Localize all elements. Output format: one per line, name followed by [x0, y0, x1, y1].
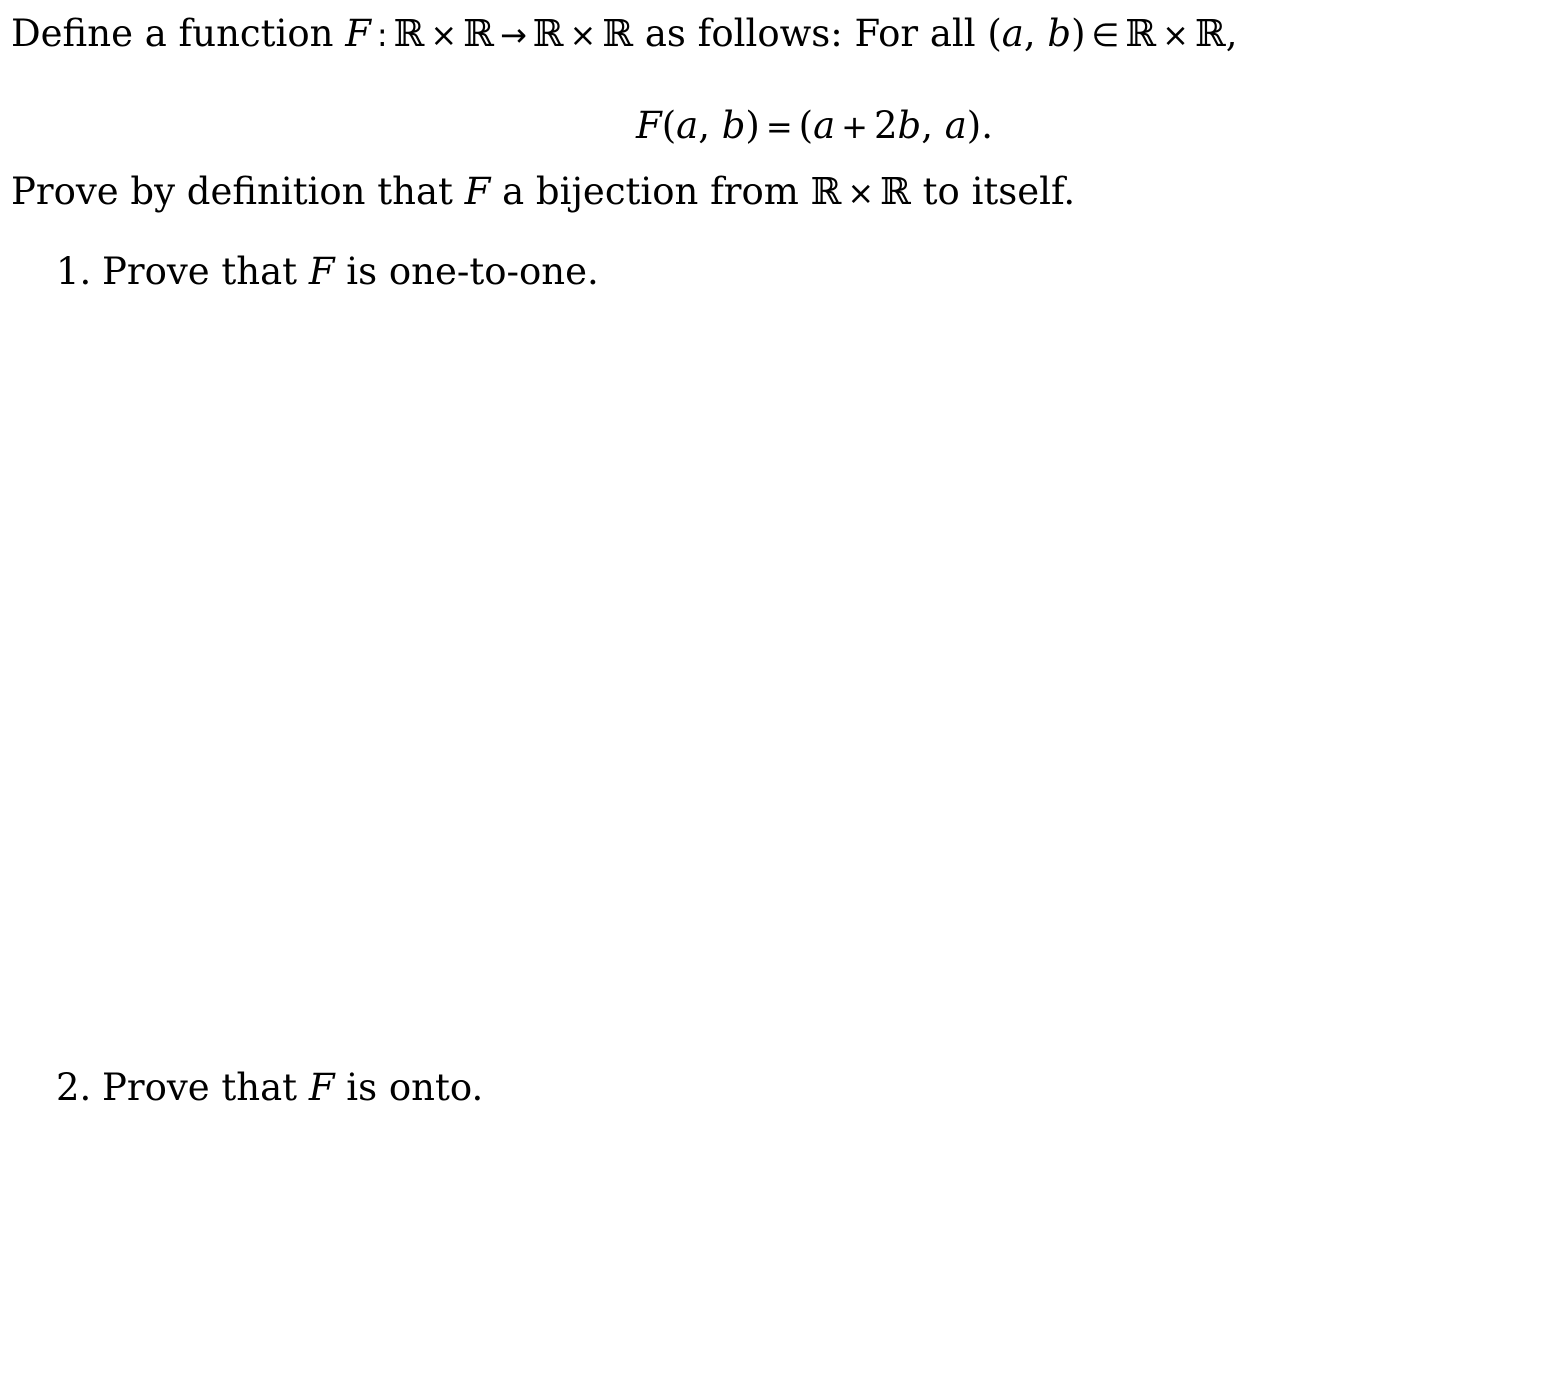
- arrow-icon: →: [499, 16, 527, 54]
- paren-open: (: [987, 12, 1002, 55]
- reals-symbol: ℝ: [810, 170, 842, 213]
- reals-symbol: ℝ: [532, 12, 564, 55]
- reals-symbol: ℝ: [1194, 12, 1226, 55]
- times-symbol: ×: [847, 174, 875, 212]
- times-symbol: ×: [569, 16, 597, 54]
- var-b: b: [1047, 12, 1072, 55]
- plus-symbol: +: [841, 108, 868, 146]
- item-text-2: is onto.: [334, 1066, 484, 1109]
- paren-open: (: [661, 104, 677, 147]
- function-symbol: F: [308, 250, 335, 293]
- function-symbol: F: [464, 170, 491, 213]
- times-symbol: ×: [1162, 16, 1189, 54]
- prompt-line: [11, 170, 1075, 215]
- reals-symbol: ℝ: [880, 170, 911, 213]
- reals-symbol: ℝ: [602, 12, 634, 55]
- var-b: b: [897, 104, 922, 147]
- intro-text-2: as follows: For all: [633, 12, 988, 55]
- period: .: [981, 104, 993, 147]
- var-a: a: [676, 104, 699, 147]
- answer-space: [56, 1116, 1506, 1366]
- paren-open: (: [798, 104, 814, 147]
- coefficient: 2: [873, 104, 898, 147]
- var-b: b: [721, 104, 746, 147]
- answer-space: [56, 300, 1506, 1050]
- prompt-text-2: a bijection from: [490, 170, 811, 213]
- item-number: 1.: [56, 250, 92, 293]
- intro-text-1: Define a function: [11, 12, 346, 55]
- reals-symbol: ℝ: [393, 12, 425, 55]
- function-symbol: F: [345, 12, 371, 55]
- item-text-1: Prove that: [102, 1066, 309, 1109]
- intro-line: [11, 12, 1237, 57]
- item-text-1: Prove that: [102, 250, 309, 293]
- comma: ,: [921, 104, 945, 147]
- function-definition: [636, 104, 993, 149]
- list-item: [56, 250, 599, 294]
- element-of-symbol: ∈: [1091, 16, 1120, 54]
- equals-symbol: =: [765, 108, 793, 146]
- comma: ,: [698, 104, 722, 147]
- paren-close: ): [745, 104, 760, 147]
- item-text-2: is one-to-one.: [334, 250, 599, 293]
- comma: ,: [1023, 12, 1048, 55]
- item-number: 2.: [56, 1066, 92, 1109]
- times-symbol: ×: [430, 16, 458, 54]
- prompt-text-3: to itself.: [910, 170, 1076, 213]
- prompt-text-1: Prove by definition that: [11, 170, 465, 213]
- var-a: a: [944, 104, 967, 147]
- intro-text-3: ,: [1225, 12, 1238, 55]
- var-a: a: [813, 104, 836, 147]
- colon-symbol: :: [376, 16, 388, 54]
- list-item: [56, 1066, 483, 1110]
- reals-symbol: ℝ: [463, 12, 494, 55]
- reals-symbol: ℝ: [1125, 12, 1157, 55]
- function-symbol: F: [636, 104, 662, 147]
- paren-close: ): [1071, 12, 1086, 55]
- var-a: a: [1001, 12, 1024, 55]
- function-symbol: F: [308, 1066, 335, 1109]
- paren-close: ): [966, 104, 982, 147]
